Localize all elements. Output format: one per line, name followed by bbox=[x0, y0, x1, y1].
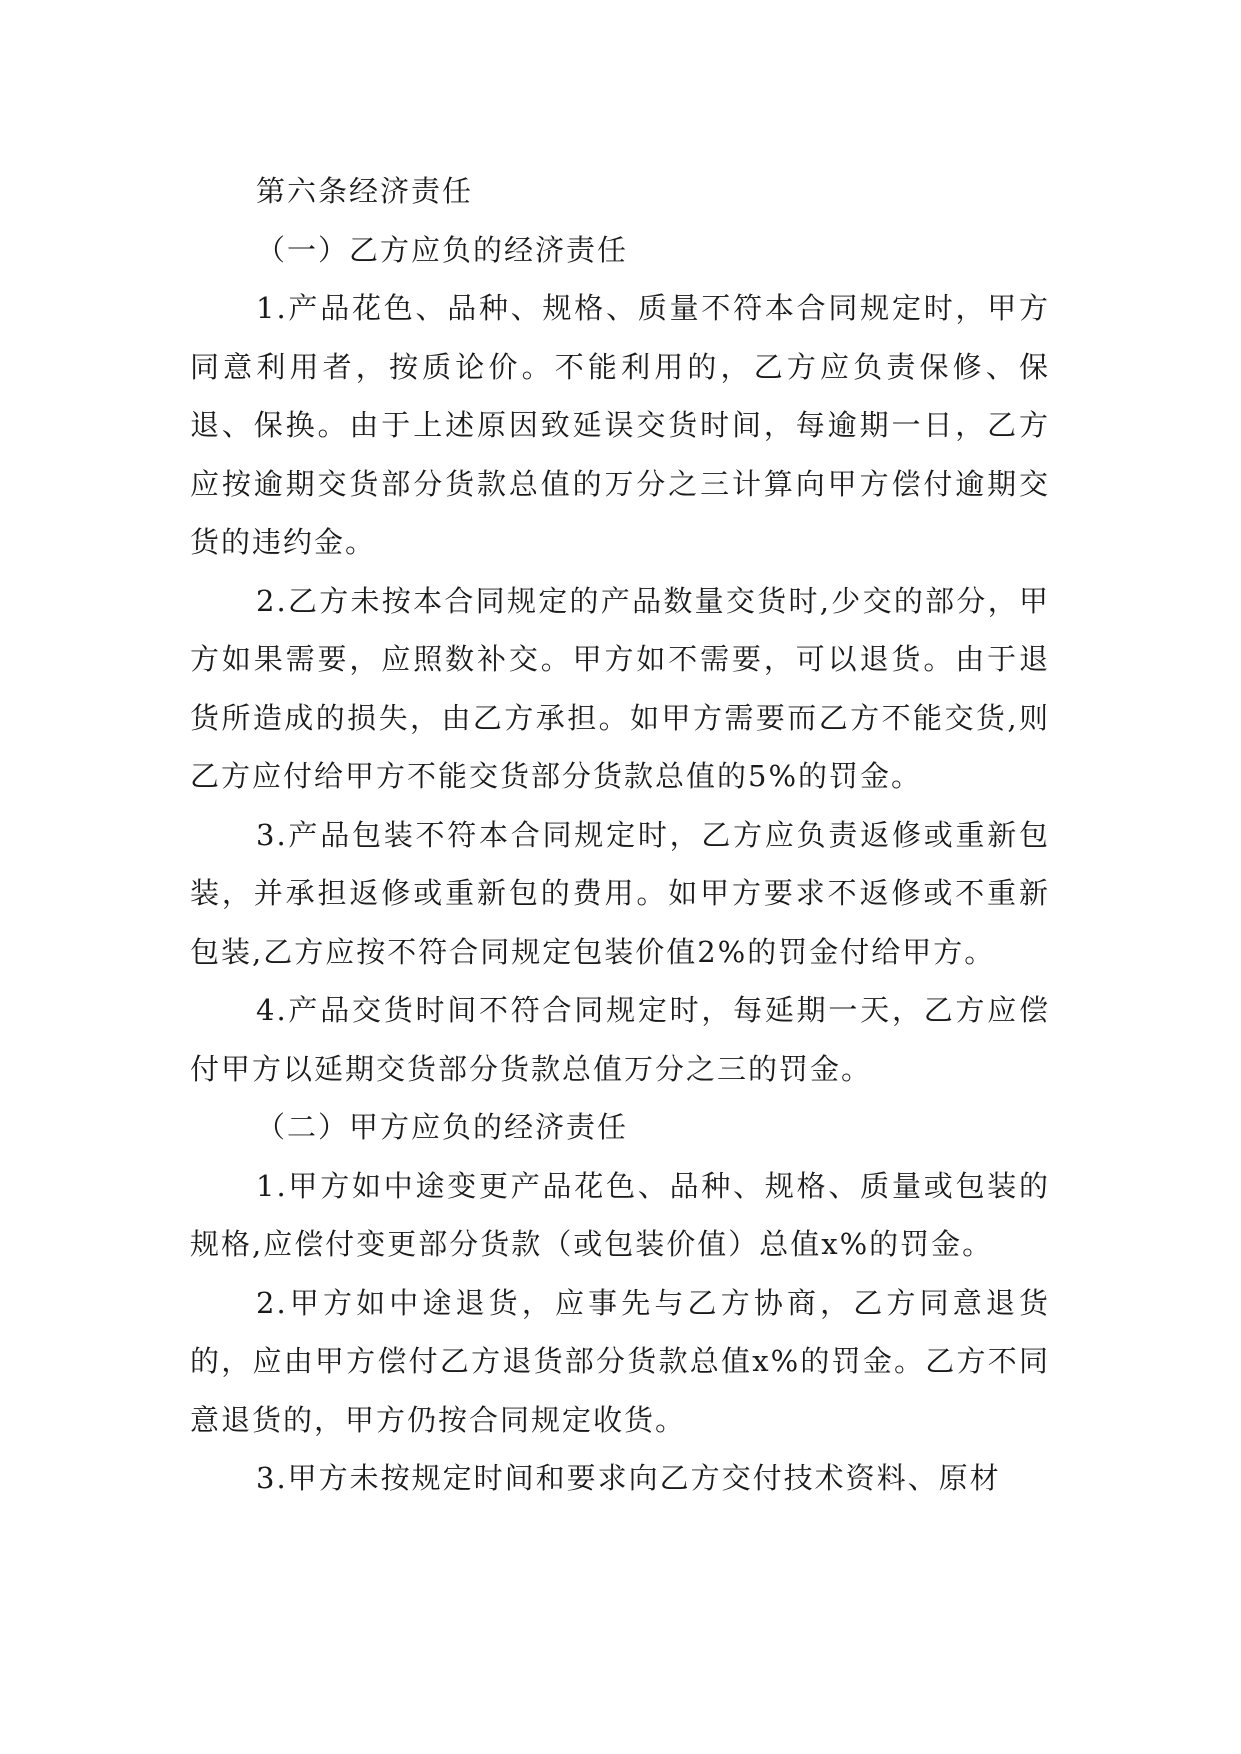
clause-party-a-1: 1.甲方如中途变更产品花色、品种、规格、质量或包装的规格,应偿付变更部分货款（或包装价值）总值x%的罚金。 bbox=[190, 1168, 1050, 1261]
section-heading-party-a: （二）甲方应负的经济责任 bbox=[256, 1110, 629, 1144]
article-title: 第六条经济责任 bbox=[256, 174, 474, 208]
document-body bbox=[190, 162, 1050, 1508]
clause-party-b-4: 4.产品交货时间不符合同规定时，每延期一天，乙方应偿付甲方以延期交货部分货款总值万分之三的罚金。 bbox=[190, 993, 1050, 1086]
clause-party-a-2: 2.甲方如中途退货，应事先与乙方协商，乙方同意退货的，应由甲方偿付乙方退货部分货款总值x%的罚金。乙方不同意退货的，甲方仍按合同规定收货。 bbox=[190, 1285, 1050, 1437]
clause-party-b-1: 1.产品花色、品种、规格、质量不符本合同规定时，甲方同意利用者，按质论价。不能利用的，乙方应负责保修、保退、保换。由于上述原因致延误交货时间，每逾期一日，乙方应按逾期交货部分货款总值的万分之三计算向甲方偿付逾期交货的违约金。 bbox=[190, 291, 1050, 559]
clause-party-b-3: 3.产品包装不符本合同规定时，乙方应负责返修或重新包装，并承担返修或重新包的费用。如甲方要求不返修或不重新包装,乙方应按不符合同规定包装价值2%的罚金付给甲方。 bbox=[190, 817, 1050, 969]
clause-party-b-2: 2.乙方未按本合同规定的产品数量交货时,少交的部分，甲方如果需要，应照数补交。甲方如不需要，可以退货。由于退货所造成的损失，由乙方承担。如甲方需要而乙方不能交货,则乙方应付给甲方不能交货部分货款总值的5%的罚金。 bbox=[190, 583, 1050, 793]
section-heading-party-b: （一）乙方应负的经济责任 bbox=[256, 232, 629, 267]
clause-party-a-3: 3.甲方未按规定时间和要求向乙方交付技术资料、原材 bbox=[256, 1461, 1001, 1495]
